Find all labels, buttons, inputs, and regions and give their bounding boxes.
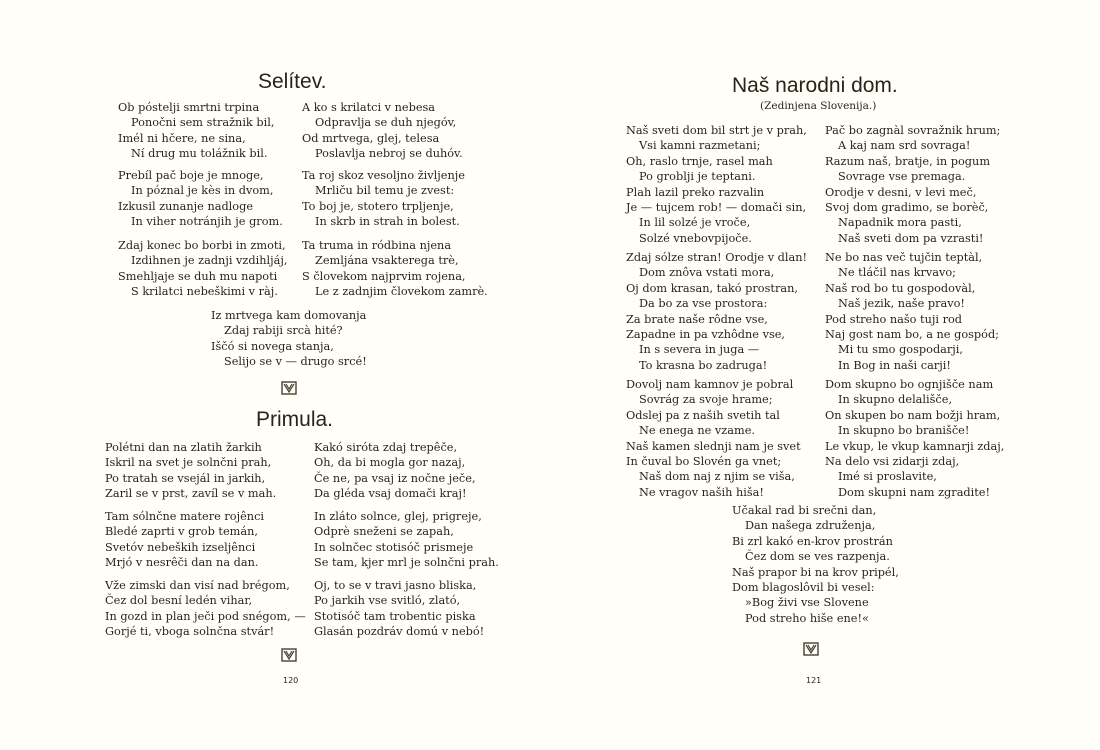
verse-line: Poslavlja nebroj se duhóv. <box>315 147 463 161</box>
verse-line: Selijo se v — drugo srcé! <box>224 355 367 369</box>
verse-line: Ne vragov naših hiša! <box>639 485 764 499</box>
poem-title-nas-narodni-dom: Naš narodni dom. <box>732 74 898 97</box>
verse-line: In solnčec stotisóč prismeje <box>314 540 474 554</box>
dom-stanza-4 <box>825 123 1000 246</box>
verse-line: In s severa in juga — <box>639 343 760 357</box>
verse-line: In skupno delališče, <box>838 393 953 407</box>
verse-line: Le z zadnjim človekom zamrè. <box>315 285 488 299</box>
verse-line: Zaril se v prst, zavíl se v mah. <box>105 487 277 501</box>
ornament-icon <box>281 648 297 662</box>
primula-stanza-6 <box>314 578 484 640</box>
verse-line: Ní drug mu tolážnik bil. <box>131 147 268 161</box>
verse-line: Stotisóč tam trobentic piska <box>314 609 476 623</box>
ornament-icon <box>803 642 819 656</box>
verse-line: Na delo vsi zidarji zdaj, <box>825 455 960 469</box>
verse-line: Imé si proslavite, <box>838 470 937 484</box>
verse-line: In skupno bo branišče! <box>838 424 970 438</box>
verse-line: Naš rod bo tu gospodovàl, <box>825 281 976 295</box>
verse-line: Naš prapor bi na krov pripél, <box>732 565 899 579</box>
verse-line: In gozd in plan ječi pod snégom, — <box>105 609 306 623</box>
primula-stanza-4 <box>314 440 476 502</box>
verse-line: Se tam, kjer mrl je solnčni prah. <box>314 556 499 570</box>
verse-line: Po tratah se vsejál in jarkih, <box>105 471 266 485</box>
verse-line: Oh, da bi mogla gor nazaj, <box>314 456 466 470</box>
verse-line: Naš dom naj z njim se viša, <box>639 470 795 484</box>
verse-line: On skupen bo nam božji hram, <box>825 408 1001 422</box>
verse-line: Čez dom se ves razpenja. <box>745 550 890 564</box>
verse-line: Pač bo zagnàl sovražnik hrum; <box>825 124 1001 137</box>
verse-line: Sovrág za svoje hrame; <box>639 393 773 407</box>
verse-line: Mrliču bil temu je zvest: <box>315 184 455 198</box>
verse-line: »Bog živi vse Slovene <box>745 596 869 610</box>
verse-line: Glasán pozdráv domú v nebó! <box>314 625 485 639</box>
verse-line: Dom znôva vstati mora, <box>639 266 775 280</box>
verse-line: Dan našega združenja, <box>745 519 876 533</box>
verse-line: Je — tujcem rob! — domači sin, <box>626 201 807 215</box>
verse-line: Kakó siróta zdaj trepêče, <box>314 441 458 454</box>
verse-line: Pod streho našo tuji rod <box>825 312 963 326</box>
dom-stanza-5 <box>825 250 999 373</box>
verse-line: Imél ni hčere, ne sina, <box>118 131 246 145</box>
selitev-stanza-4 <box>302 100 463 162</box>
verse-line: Izkusil zunanje nadloge <box>118 199 254 213</box>
verse-line: Polétni dan na zlatih žarkih <box>105 441 262 454</box>
verse-line: Smehljaje se duh mu napoti <box>118 269 278 283</box>
verse-line: Ob póstelji smrtni trpina <box>118 101 260 114</box>
verse-line: Naš sveti dom bil strt je v prah, <box>626 124 807 137</box>
selitev-stanza-6 <box>302 238 488 300</box>
verse-line: Ta roj skoz vesoljno življenje <box>302 169 465 182</box>
verse-line: Naš kamen slednji nam je svet <box>626 439 801 453</box>
dom-final-stanza <box>732 503 899 626</box>
verse-line: Iščó si novega stanja, <box>211 339 334 353</box>
verse-line: Zdaj konec bo borbi in zmoti, <box>118 239 286 252</box>
verse-line: Po groblji je teptani. <box>639 170 756 184</box>
verse-line: Oh, raslo trnje, rasel mah <box>626 154 773 168</box>
verse-line: Gorjé ti, vboga solnčna stvár! <box>105 625 275 639</box>
selitev-final-stanza <box>211 308 367 370</box>
verse-line: To krasna bo zadruga! <box>639 358 768 372</box>
verse-line: Čez dol besní ledén vihar, <box>105 594 253 608</box>
verse-line: Da bo za vse prostora: <box>639 297 768 311</box>
verse-line: Oj, to se v travi jasno bliska, <box>314 579 477 592</box>
verse-line: In póznal je kès in dvom, <box>131 184 274 198</box>
primula-stanza-5 <box>314 509 499 571</box>
verse-line: Ne bo nas več tujčin teptàl, <box>825 251 983 264</box>
verse-line: Ne enega ne vzame. <box>639 424 755 438</box>
verse-line: In Bog in naši carji! <box>838 358 951 372</box>
verse-line: To boj je, stotero trpljenje, <box>302 199 454 213</box>
verse-line: S krilatci nebeškimi v ràj. <box>131 285 278 299</box>
verse-line: Ta truma in ródbina njena <box>302 239 452 252</box>
verse-line: A kaj nam srd sovraga! <box>838 139 971 153</box>
verse-line: Iz mrtvega kam domovanja <box>211 309 367 322</box>
verse-line: Sovrage vse premaga. <box>838 170 966 184</box>
verse-line: Ponočni sem stražnik bil, <box>131 116 275 130</box>
verse-line: In zláto solnce, glej, prigreje, <box>314 510 482 523</box>
verse-line: Da gléda vsaj domači kraj! <box>314 487 467 501</box>
verse-line: Svetóv nebeških izseljênci <box>105 540 256 554</box>
verse-line: Naš sveti dom pa vzrasti! <box>838 231 984 245</box>
verse-line: Če ne, pa vsaj iz nočne ječe, <box>314 471 476 485</box>
ornament-icon <box>281 381 297 395</box>
page-number: 120 <box>283 676 299 685</box>
verse-line: Odpravlja se duh njegóv, <box>315 116 457 130</box>
right-page <box>550 0 1100 750</box>
dom-stanza-3 <box>626 377 801 500</box>
primula-stanza-2 <box>105 509 264 571</box>
verse-line: Oj dom krasan, takó prostran, <box>626 281 798 295</box>
primula-stanza-1 <box>105 440 276 502</box>
verse-line: Ne tláčil nas krvavo; <box>838 266 956 280</box>
verse-line: Zdaj sólze stran! Orodje v dlan! <box>626 251 808 264</box>
verse-line: Prebíl pač boje je mnoge, <box>118 169 264 182</box>
verse-line: Učakal rad bi srečni dan, <box>732 504 877 517</box>
verse-line: Plah lazil preko razvalin <box>626 185 765 199</box>
poem-title-primula: Primula. <box>256 408 334 431</box>
verse-line: Razum naš, bratje, in pogum <box>825 154 991 168</box>
verse-line: Po jarkih vse svitló, zlató, <box>314 594 461 608</box>
verse-line: Iskril na svet je solnčni prah, <box>105 456 272 470</box>
verse-line: Dom skupno bo ognjišče nam <box>825 378 994 391</box>
verse-line: Mrjó v nesrêči dan na dan. <box>105 556 259 570</box>
verse-line: Mi tu smo gospodarji, <box>838 343 964 357</box>
verse-line: Solzé vnebovpijoče. <box>639 231 752 245</box>
verse-line: A ko s krilatci v nebesa <box>302 101 436 114</box>
verse-line: Bi zrl kakó en-krov prostrán <box>732 534 893 548</box>
verse-line: Dom skupni nam zgradite! <box>838 485 991 499</box>
verse-line: Vsi kamni razmetani; <box>639 139 761 153</box>
verse-line: Od mrtvega, glej, telesa <box>302 131 440 145</box>
verse-line: Izdihnen je zadnji vzdihljáj, <box>131 254 288 268</box>
verse-line: Dovolj nam kamnov je pobral <box>626 378 794 391</box>
verse-line: Odslej pa z naših svetih tal <box>626 408 780 422</box>
verse-line: In lil solzé je vroče, <box>639 216 751 230</box>
verse-line: Zemljána vsakterega trè, <box>315 254 459 268</box>
poem-title-selitev: Selítev. <box>258 70 327 93</box>
verse-line: Napadnik mora pasti, <box>838 216 962 230</box>
verse-line: Tam sólnčne matere rojênci <box>105 510 265 523</box>
verse-line: Naj gost nam bo, a ne gospód; <box>825 328 999 342</box>
verse-line: Svoj dom gradimo, se borèč, <box>825 201 989 215</box>
page-number: 121 <box>806 676 822 685</box>
verse-line: Naš jezik, naše pravo! <box>838 297 965 311</box>
selitev-stanza-5 <box>302 168 465 230</box>
selitev-stanza-3 <box>118 238 287 300</box>
primula-stanza-3 <box>105 578 306 640</box>
dom-stanza-2 <box>626 250 807 373</box>
verse-line: S človekom najprvim rojena, <box>302 269 466 283</box>
poem-subtitle: (Zedinjena Slovenija.) <box>760 100 877 112</box>
verse-line: Bledé zaprti v grob temán, <box>105 525 258 539</box>
verse-line: In skrb in strah in bolest. <box>315 215 460 229</box>
dom-stanza-6 <box>825 377 1004 500</box>
selitev-stanza-1 <box>118 100 274 162</box>
verse-line: In čuval bo Slovén ga vnet; <box>626 455 782 469</box>
verse-line: Za brate naše rôdne vse, <box>626 312 768 326</box>
verse-line: Le vkup, le vkup kamnarji zdaj, <box>825 439 1005 453</box>
verse-line: Vže zimski dan visí nad brégom, <box>105 579 290 592</box>
selitev-stanza-2 <box>118 168 283 230</box>
verse-line: Zapadne in pa vzhôdne vse, <box>626 328 786 342</box>
verse-line: Pod streho hiše ene!« <box>745 611 869 625</box>
verse-line: In viher notránjih je grom. <box>131 215 283 229</box>
verse-line: Odprè sneženi se zapah, <box>314 525 454 539</box>
dom-stanza-1 <box>626 123 807 246</box>
verse-line: Dom blagoslôvil bi vesel: <box>732 581 875 595</box>
verse-line: Orodje v desni, v levi meč, <box>825 185 977 199</box>
verse-line: Zdaj rabiji srcà hité? <box>224 324 343 338</box>
